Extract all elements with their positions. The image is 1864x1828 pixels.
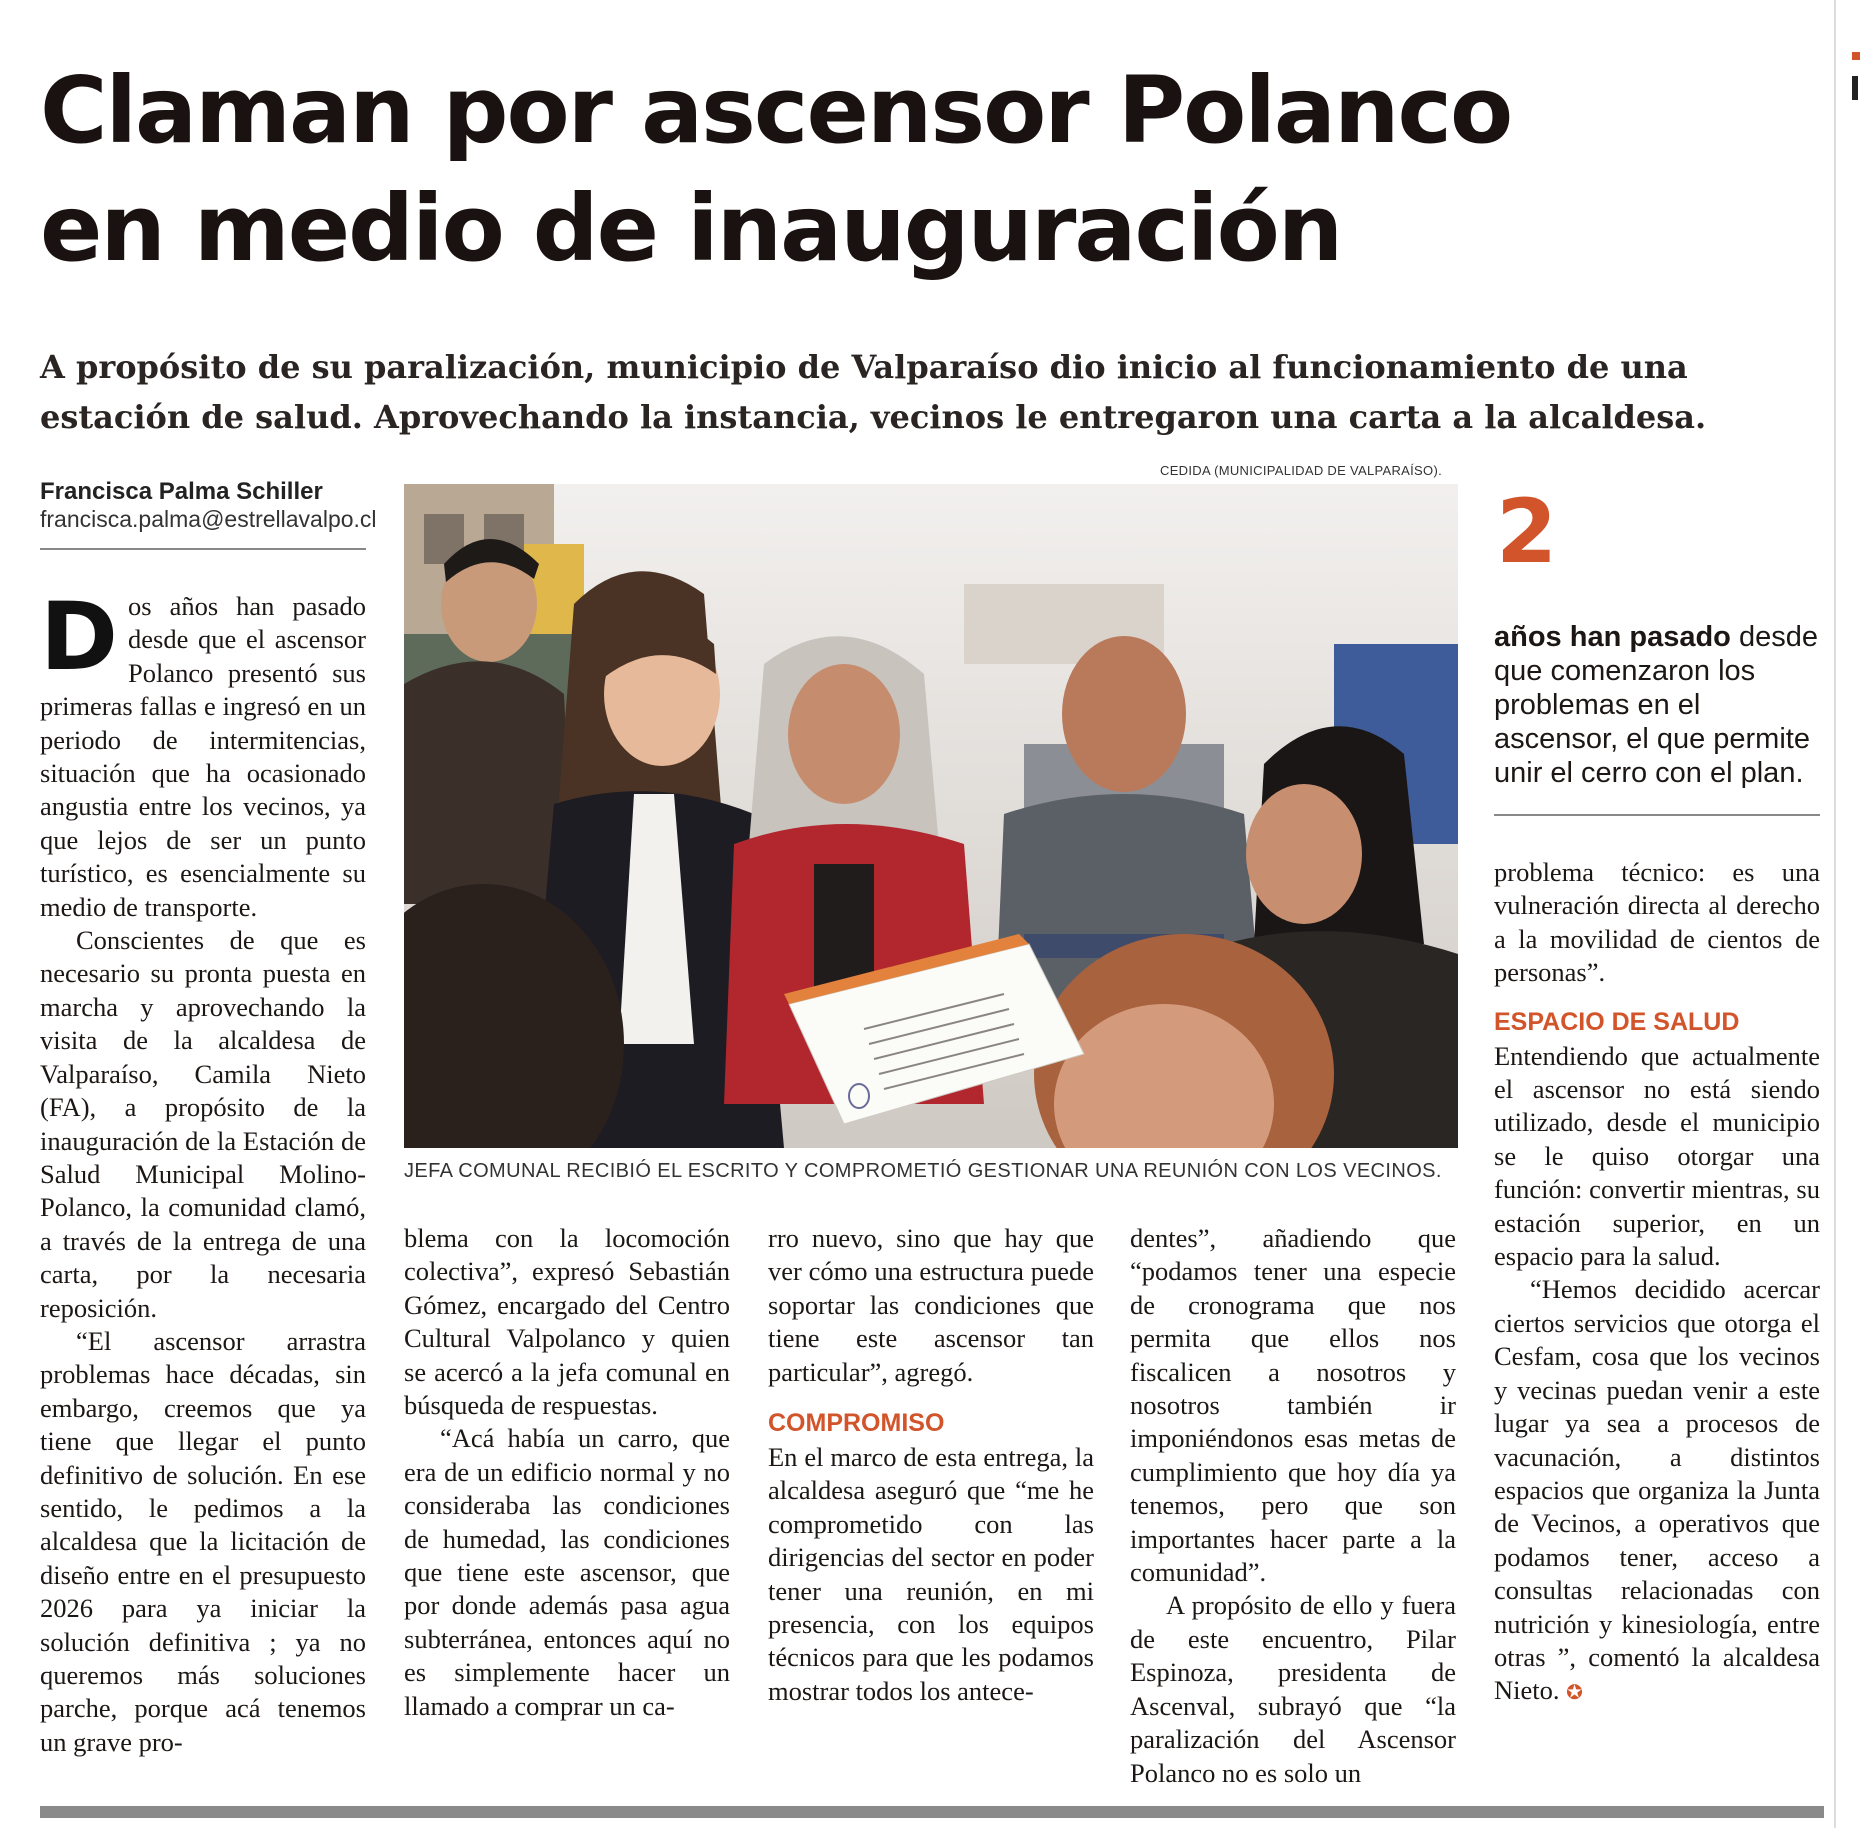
photo-credit: CEDIDA (MUNICIPALIDAD DE VALPARAÍSO). (1160, 463, 1442, 478)
stat-rest: desde que comenzaron los problemas en el ascensor, el que permite unir el cerro con el plan. (1494, 621, 1818, 789)
paragraph: Entendiendo que actualmente el ascensor no está siendo utilizado, desde el municipio se le quiso otorgar una función: convertir mientras, su estación superior, en un espacio para la salud. (1494, 1040, 1820, 1272)
edge-accent-mark (1852, 52, 1860, 60)
stat-text (1494, 620, 1824, 790)
photo-illustration (404, 484, 1458, 1148)
paragraph: Conscientes de que es necesario su pronta puesta en marcha y aprovechando la visita de la alcaldesa de Valparaíso, Camila Nieto (FA), a propósito de la inauguración de la Estación de Salud Municipal Molino-Polanco, la comunidad clamó, a través de la entrega de una carta, por la necesaria reposición. (40, 925, 366, 1323)
bottom-rule (40, 1806, 1824, 1818)
stat-rule (1494, 814, 1820, 816)
paragraph: “Acá había un carro, que era de un edificio normal y no consideraba las condiciones de humedad, las condiciones que tiene este ascensor, que por donde además pasa agua subterránea, entonces aquí no es simplemente hacer un llamado a comprar un ca- (404, 1423, 730, 1721)
author-email: francisca.palma@estrellavalpo.cl (40, 506, 377, 532)
article-photo (404, 484, 1458, 1148)
paragraph (1494, 1273, 1820, 1710)
author-name: Francisca Palma Schiller (40, 478, 323, 505)
article-column-5 (1494, 856, 1820, 1711)
paragraph: En el marco de esta entrega, la alcaldesa aseguró que “me he comprometido con las dirigencias del sector en poder tener una reunión, en mi presencia, con los equipos técnicos para que les podamos mostrar todos los antece- (768, 1442, 1094, 1706)
subhead-compromiso: COMPROMISO (768, 1409, 945, 1438)
paragraph (40, 583, 366, 924)
stat-bold: años han pasado (1494, 621, 1731, 653)
paragraph: A propósito de ello y fuera de este encuentro, Pilar Espinoza, presidenta de Ascenval, subrayó que “la paralización del Ascensor Polanco no es solo un (1130, 1590, 1456, 1788)
deck-line-1: A propósito de su paralización, municipio de Valparaíso dio inicio al funcionamiento de una (40, 348, 1688, 386)
paragraph: dentes”, añadiendo que “podamos tener una especie de cronograma que nos permita que ellos nos fiscalicen a nosotros y nosotros también ir imponiéndonos esas metas de cumplimiento que hoy día ya tenemos, pero que son importantes hacer parte a la comunidad”. (1130, 1223, 1456, 1588)
headline (40, 52, 1800, 288)
paragraph: rro nuevo, sino que hay que ver cómo una estructura puede soportar las condiciones que tiene este ascensor tan particular”, agregó. (768, 1223, 1094, 1387)
paragraph: “El ascensor arrastra problemas hace décadas, sin embargo, creemos que ya tiene que llegar el punto definitivo de solución. En ese sentido, le pedimos a la alcaldesa que la licitación de diseño entre en el presupuesto 2026 para ya iniciar la solución definitiva ; ya no queremos más soluciones parche, porque acá tenemos un grave pro- (40, 1325, 366, 1757)
end-mark-icon: ✪ (1566, 1682, 1583, 1705)
article-column-4 (1130, 1222, 1456, 1790)
article-column-1 (40, 583, 366, 1759)
edge-dark-mark (1852, 76, 1858, 100)
article-column-3 (768, 1222, 1094, 1708)
drop-cap: D (40, 583, 119, 692)
article-column-2 (404, 1222, 730, 1723)
author-rule (40, 548, 366, 550)
paragraph: problema técnico: es una vulneración directa al derecho a la movilidad de cientos de personas”. (1494, 857, 1820, 988)
deck-line-2: estación de salud. Aprovechando la instancia, vecinos le entregaron una carta a la alcaldesa. (40, 398, 1707, 436)
headline-line-1: Claman por ascensor Polanco (40, 57, 1512, 164)
headline-line-2: en medio de inauguración (40, 175, 1342, 282)
deck (40, 342, 1800, 442)
stat-number: 2 (1496, 480, 1558, 583)
photo-caption: JEFA COMUNAL RECIBIÓ EL ESCRITO Y COMPROMETIÓ GESTIONAR UNA REUNIÓN CON LOS VECINOS. (404, 1160, 1442, 1182)
page-edge-rule (1834, 0, 1836, 1828)
paragraph-text: “Hemos decidido acercar ciertos servicios que otorga el Cesfam, cosa que los vecinos y vecinas puedan venir a este lugar ya sea a procesos de vacunación, a distintos espacios que organiza la Junta de Vecinos, a operativos que podamos tener, acceso a consultas relacionadas con nutrición y kinesiología, entre otras ”, comentó la alcaldesa Nieto. (1494, 1274, 1820, 1706)
paragraph: blema con la locomoción colectiva”, expresó Sebastián Gómez, encargado del Centro Cultural Valpolanco y quien se acercó a la jefa comunal en búsqueda de respuestas. (404, 1223, 730, 1421)
subhead-espacio-de-salud: ESPACIO DE SALUD (1494, 1007, 1740, 1036)
paragraph-text: os años han pasado desde que el ascensor Polanco presentó sus primeras fallas e ingresó en un periodo de intermitencias, situación que ha ocasionado angustia entre los vecinos, ya que lejos de ser un punto turístico, es esencialmente su medio de transporte. (40, 591, 366, 922)
